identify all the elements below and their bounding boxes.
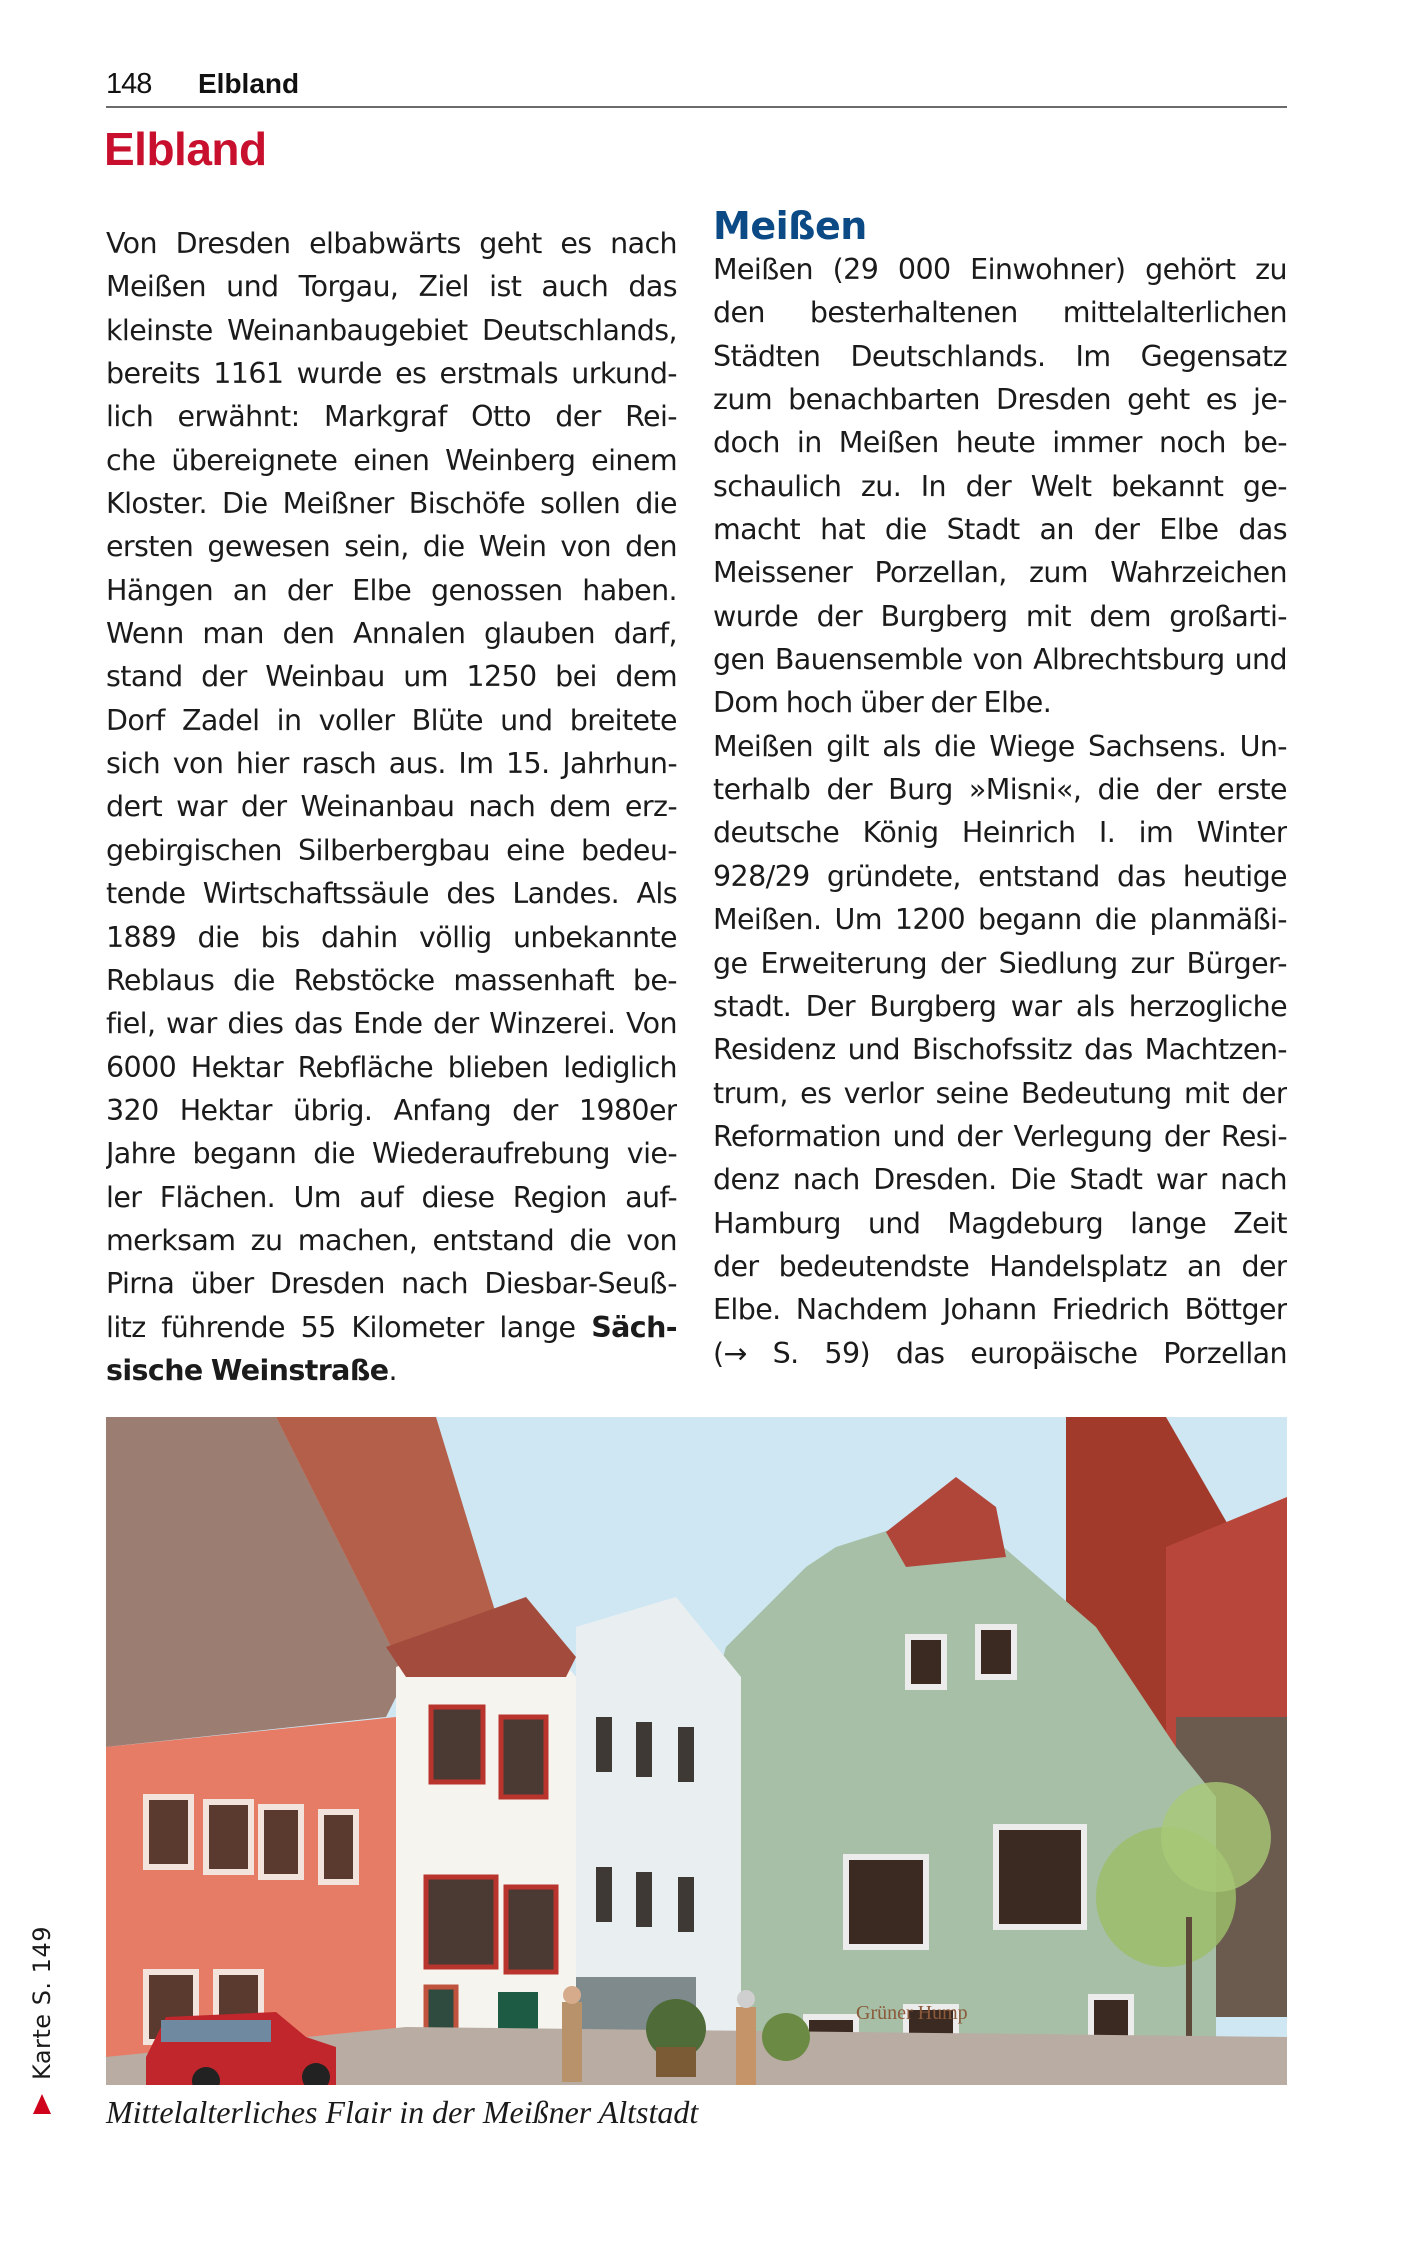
page-number: 148: [106, 68, 152, 100]
text-line: che übereignete einen Weinberg einem: [106, 443, 677, 477]
text-line: der bedeutendste Handelsplatz an der: [713, 1249, 1287, 1283]
text-line: Elbe. Nachdem Johann Friedrich Böttger: [713, 1293, 1287, 1327]
meissen-street-photo: [106, 1417, 1287, 2085]
text-line: Hängen an der Elbe genossen haben.: [106, 573, 677, 607]
text-line: schaulich zu. In der Welt bekannt ge-: [713, 469, 1287, 503]
bold-term: Säch-: [591, 1310, 677, 1344]
text-line: Meißen. Um 1200 begann die planmäßi-: [713, 903, 1287, 937]
text-line-with-bold: [106, 1306, 677, 1349]
text-line: wurde der Burgberg mit dem großarti-: [713, 599, 1287, 633]
chapter-title: Elbland: [104, 123, 267, 175]
text-line: stadt. Der Burgberg war als herzogliche: [713, 989, 1287, 1023]
text-line: terhalb der Burg »Misni«, die der erste: [713, 773, 1287, 807]
text-line: denz nach Dresden. Die Stadt war nach: [713, 1163, 1287, 1197]
text-line: Städten Deutschlands. Im Gegensatz: [713, 339, 1287, 373]
text-line: Meißen (29 000 Einwohner) gehört zu: [713, 253, 1287, 286]
text-line: Dom hoch über der Elbe.: [713, 686, 1052, 720]
text-line: tende Wirtschaftssäule des Landes. Als: [106, 877, 677, 911]
text-line: trum, es verlor seine Bedeutung mit der: [713, 1076, 1287, 1110]
text-line: stand der Weinbau um 1250 bei dem: [106, 660, 677, 694]
text-line-last: [106, 1349, 677, 1392]
text-line: Wenn man den Annalen glauben darf,: [106, 617, 677, 651]
text-line: lich erwähnt: Markgraf Otto der Rei-: [106, 400, 677, 434]
text-line: merksam zu machen, entstand die von: [106, 1223, 677, 1257]
text-line: Reformation und der Verlegung der Resi-: [713, 1119, 1287, 1153]
text-line: dert war der Weinanbau nach dem erz-: [106, 790, 677, 824]
paragraph: [713, 248, 1287, 725]
text-line: gen Bauensemble von Albrechtsburg und: [713, 643, 1287, 677]
red-triangle-icon[interactable]: [33, 2094, 51, 2114]
text-line: den besterhaltenen mittelalterlichen: [713, 296, 1287, 330]
section-title: Meißen: [713, 204, 867, 248]
text-line: Residenz und Bischofssitz das Machtzen-: [713, 1033, 1287, 1067]
text-line: Dorf Zadel in voller Blüte und breitete: [106, 703, 677, 737]
text-line: fiel, war dies das Ende der Winzerei. Von: [106, 1007, 677, 1041]
map-reference-label[interactable]: Karte S. 149: [28, 1926, 56, 2080]
text-line: kleinste Weinanbaugebiet Deutschlands,: [106, 313, 677, 347]
text-line: Kloster. Die Meißner Bischöfe sollen die: [106, 487, 677, 521]
text-line: Meißen gilt als die Wiege Sachsens. Un-: [713, 729, 1287, 763]
inn-sign: Grüner Hump: [856, 2002, 968, 2024]
text-line: (→ S. 59) das europäische Porzellan: [713, 1336, 1287, 1370]
left-column: [106, 222, 677, 1392]
text-fragment: litz führende 55 Kilometer lange: [106, 1310, 576, 1344]
text-line: deutsche König Heinrich I. im Winter: [713, 816, 1287, 850]
text-line: 320 Hektar übrig. Anfang der 1980er: [106, 1093, 677, 1127]
text-line: ersten gewesen sein, die Wein von den: [106, 530, 677, 564]
running-head: [106, 64, 1287, 108]
text-line: doch in Meißen heute immer noch be-: [713, 426, 1287, 460]
text-line: Jahre begann die Wiederaufrebung vie-: [106, 1137, 677, 1171]
paragraph: [713, 725, 1287, 1375]
text-line: Hamburg und Magdeburg lange Zeit: [713, 1206, 1287, 1240]
text-line: 6000 Hektar Rebfläche blieben lediglich: [106, 1050, 677, 1084]
text-line: sich von hier rasch aus. Im 15. Jahrhun-: [106, 747, 677, 781]
text-line: Pirna über Dresden nach Diesbar-Seuß-: [106, 1267, 677, 1301]
text-line: gebirgischen Silberbergbau eine bedeu-: [106, 833, 677, 867]
punctuation: .: [388, 1353, 397, 1387]
running-section-title: Elbland: [198, 68, 300, 99]
text-line: 928/29 gründete, entstand das heutige: [713, 859, 1287, 893]
photo-illustration: [106, 1417, 1287, 2085]
photo-caption: Mittelalterliches Flair in der Meißner Altstadt: [106, 2094, 699, 2130]
text-line: ler Flächen. Um auf diese Region auf-: [106, 1180, 677, 1214]
bold-term: sische Weinstraße: [106, 1353, 389, 1387]
text-line: macht hat die Stadt an der Elbe das: [713, 513, 1287, 547]
right-column: [713, 205, 1287, 1375]
text-line: Meissener Porzellan, zum Wahrzeichen: [713, 556, 1287, 590]
text-line: bereits 1161 wurde es erstmals urkund-: [106, 357, 677, 391]
text-line: Meißen und Torgau, Ziel ist auch das: [106, 270, 677, 304]
text-line: Reblaus die Rebstöcke massenhaft be-: [106, 963, 677, 997]
text-line: 1889 die bis dahin völlig unbekannte: [106, 920, 677, 954]
text-line: zum benachbarten Dresden geht es je-: [713, 383, 1287, 417]
text-line: Von Dresden elbabwärts geht es nach: [106, 227, 677, 260]
text-line: ge Erweiterung der Siedlung zur Bürger-: [713, 946, 1287, 980]
